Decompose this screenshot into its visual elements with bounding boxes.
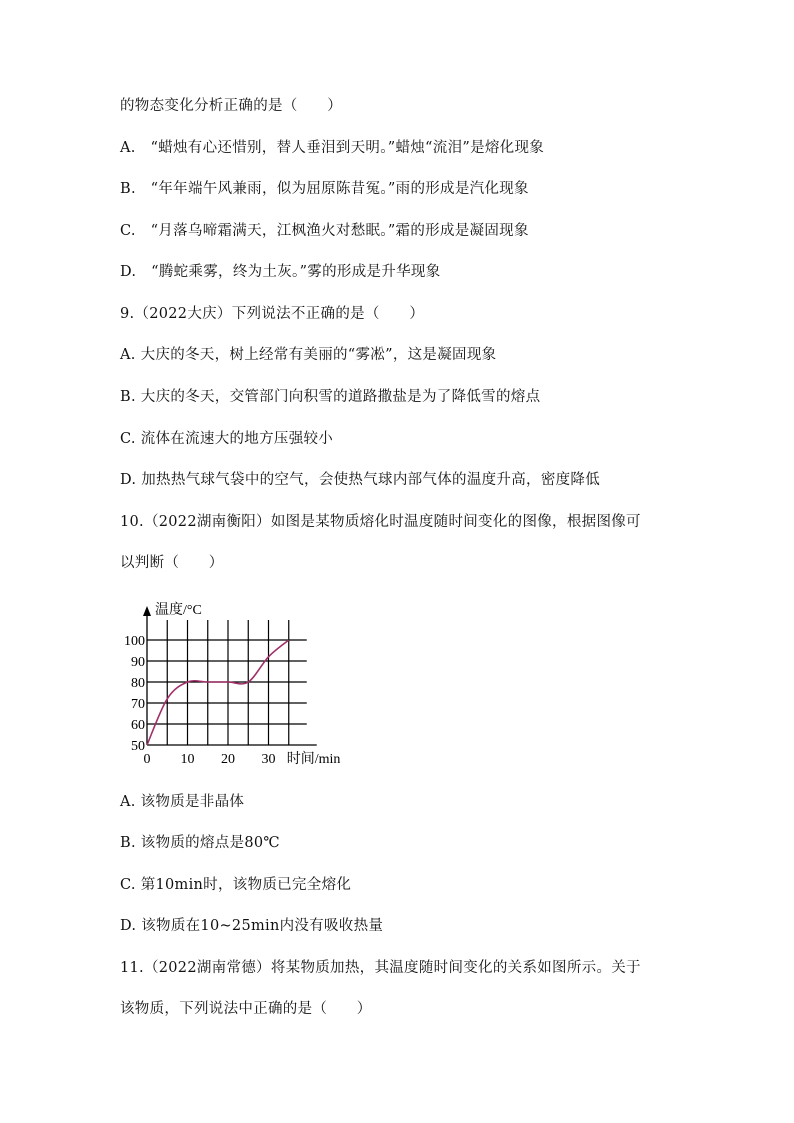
- question-10-cont: 以判断（ ）: [120, 555, 224, 571]
- question-9: 9.（2022大庆）下列说法不正确的是（ ）: [120, 306, 425, 322]
- y-tick-label: 80: [131, 676, 145, 691]
- x-axis-label: 时间/min: [286, 752, 341, 767]
- option-d: D. 该物质在10~25min内没有吸收热量: [120, 918, 384, 934]
- x-tick-label: 0: [143, 752, 151, 767]
- y-tick-label: 100: [125, 634, 145, 649]
- melting-chart: [125, 590, 365, 770]
- y-tick-label: 60: [131, 718, 145, 733]
- option-c: C. 第10min时，该物质已完全熔化: [120, 877, 352, 893]
- y-axis-label: 温度/°C: [155, 603, 202, 618]
- option-d: D. “腾蛇乘雾，终为土灰。”雾的形成是升华现象: [120, 264, 441, 280]
- temperature-curve: [147, 640, 289, 745]
- option-b: B. “年年端午风兼雨，似为屈原陈昔冤。”雨的形成是汽化现象: [120, 181, 529, 197]
- question-10: 10.（2022湖南衡阳）如图是某物质熔化时温度随时间变化的图像，根据图像可: [120, 514, 641, 530]
- option-c: C. “月落乌啼霜满天，江枫渔火对愁眠。”霜的形成是凝固现象: [120, 223, 529, 239]
- question-line: 的物态变化分析正确的是（ ）: [120, 98, 342, 114]
- option-d: D. 加热热气球气袋中的空气，会使热气球内部气体的温度升高，密度降低: [120, 472, 601, 488]
- y-axis-arrow: [143, 606, 151, 616]
- y-tick-label: 70: [131, 697, 145, 712]
- option-a: A. 该物质是非晶体: [120, 794, 245, 810]
- option-b: B. 该物质的熔点是80℃: [120, 835, 280, 851]
- question-11: 11.（2022湖南常德）将某物质加热，其温度随时间变化的关系如图所示。关于: [120, 960, 641, 976]
- option-a: A. “蜡烛有心还惜别，替人垂泪到天明。”蜡烛“流泪”是熔化现象: [120, 140, 545, 156]
- x-tick-label: 10: [180, 752, 195, 767]
- question-11-cont: 该物质，下列说法中正确的是（ ）: [120, 1001, 372, 1017]
- chart-svg: [125, 590, 365, 770]
- x-tick-label: 30: [261, 752, 276, 767]
- option-b: B. 大庆的冬天，交管部门向积雪的道路撒盐是为了降低雪的熔点: [120, 389, 541, 405]
- option-a: A. 大庆的冬天，树上经常有美丽的“雾凇”，这是凝固现象: [120, 347, 497, 363]
- y-tick-label: 90: [131, 655, 145, 670]
- option-c: C. 流体在流速大的地方压强较小: [120, 431, 334, 447]
- x-tick-label: 20: [221, 752, 235, 767]
- y-tick-label: 50: [131, 739, 145, 754]
